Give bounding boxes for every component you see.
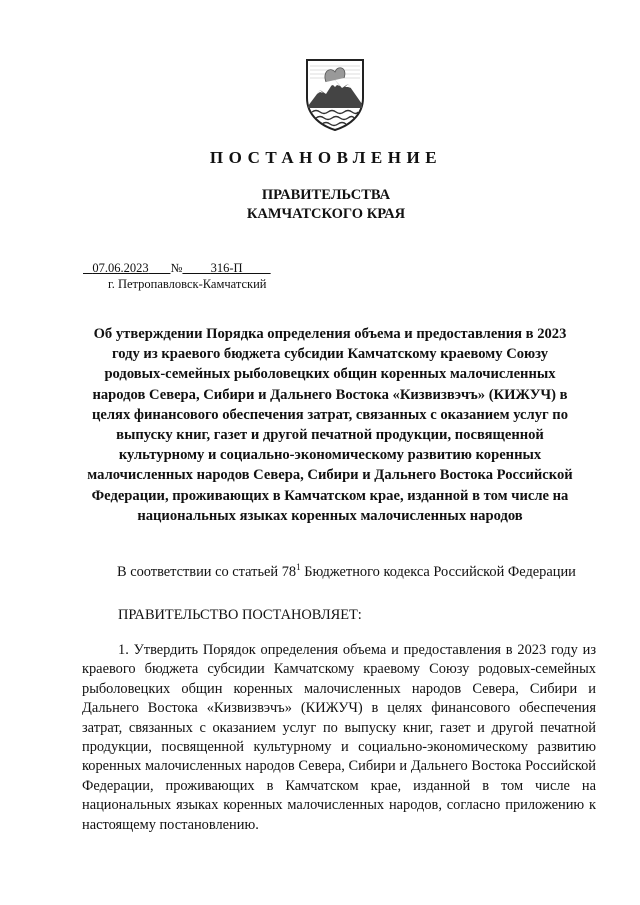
document-number: 316-П — [210, 261, 243, 275]
paragraph-1: 1. Утвердить Порядок определения объема и предоставления в 2023 году из краевого бюджета субсидии Камчатскому краевому Союзу родовых-семейных рыболовецких общин коренных малочисленных народов Севера, Сибири и Дальнего Востока «Кизвизвэчъ» (КИЖУЧ) в целях финансового обеспечения затрат, связанных с оказанием услуг по выпуску книг, газет и другой печатной продукции, посвященной культурному и социально-экономическому развитию коренных малочисленных народов Севера, Сибири и Дальнего Востока Российской Федерации, проживающих в Камчатском крае, изданной в том числе на национальных языках коренных малочисленных народов, согласно приложению к настоящему постановлению. — [82, 642, 596, 833]
resolution-heading: ПРАВИТЕЛЬСТВО ПОСТАНОВЛЯЕТ: — [118, 607, 362, 623]
kamchatka-coat-of-arms-icon — [302, 56, 368, 132]
legal-basis-suffix: Бюджетного кодекса Российской Федерации — [300, 564, 576, 580]
article-superscript: 1 — [296, 562, 301, 572]
city: г. Петропавловск-Камчатский — [108, 277, 267, 291]
date-number-line — [83, 261, 271, 276]
document-date: 07.06.2023 — [92, 261, 149, 275]
organization-name — [0, 186, 640, 224]
legal-basis-prefix: В соответствии со статьей 78 — [117, 564, 297, 580]
document-type: ПОСТАНОВЛЕНИЕ — [209, 148, 443, 167]
legal-basis — [117, 562, 576, 581]
organization-line-1: ПРАВИТЕЛЬСТВА — [261, 187, 391, 203]
number-sign: № — [170, 261, 183, 275]
organization-line-2: КАМЧАТСКОГО КРАЯ — [246, 206, 406, 222]
document-title: Об утверждении Порядка определения объема и предоставления в 2023 году из краевого бюджета субсидии Камчатскому краевому Союзу родовых-семейных рыболовецких общин коренных малочисленных народов Севера, Сибири и Дальнего Востока «Кизвизвэчъ» (КИЖУЧ) в целях финансового обеспечения затрат, связанных с оказанием услуг по выпуску книг, газет и другой печатной продукции, посвященной культурному и социально-экономическому развитию коренных малочисленных народов Севера, Сибири и Дальнего Востока Российской Федерации, проживающих в Камчатском крае, изданной в том числе на национальных языках коренных малочисленных народов — [87, 326, 573, 524]
